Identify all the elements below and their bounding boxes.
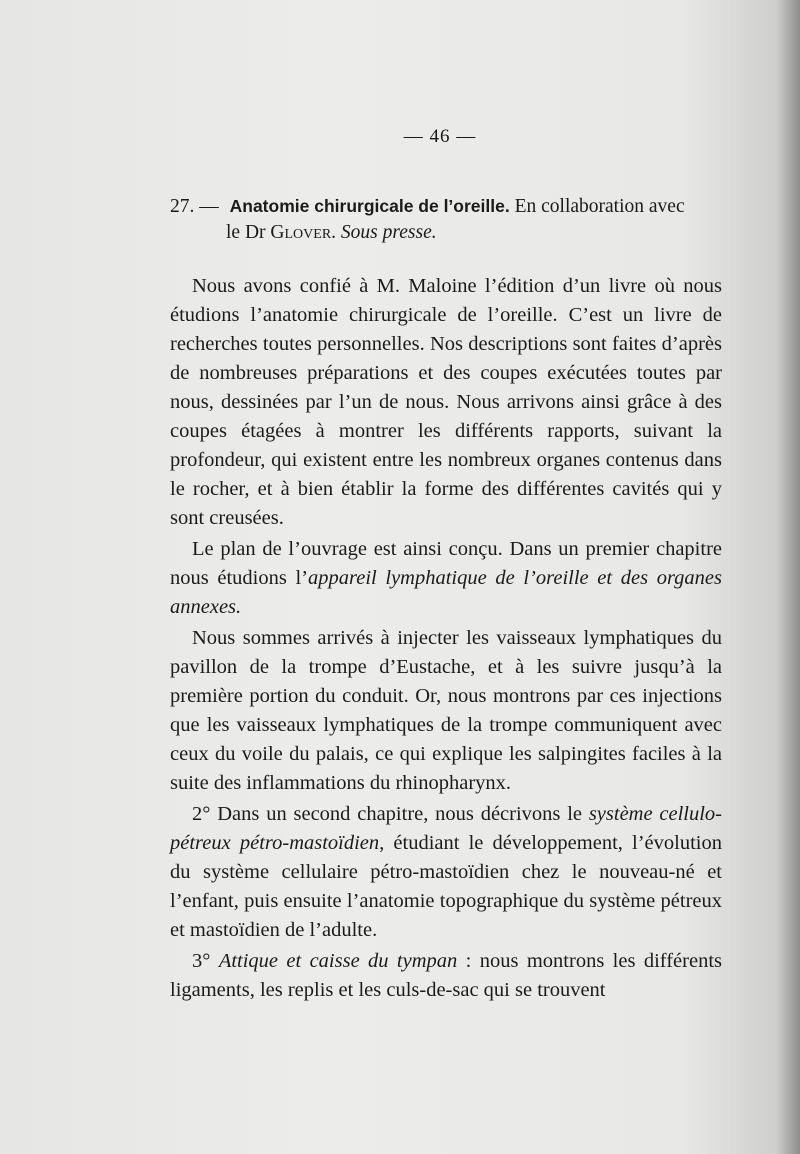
paragraph-chapter-2-after: étudiant le développement, l’évolution du système cellulaire pétro-mastoïdien chez le nouveau-né et l’enfant, puis ensuite l’anatomie topographique du système pétreux et mastoïdien de l’adulte. (170, 832, 722, 941)
page-number: — 46 — (403, 126, 477, 147)
entry-collaboration: En collaboration avec (514, 196, 685, 217)
paragraph-plan-italic: appareil lymphatique de l’oreille et des organes annexes. (170, 567, 722, 618)
entry-number: 27. — (170, 196, 219, 217)
paragraph-chapter-2 (170, 800, 722, 945)
publication-status: Sous presse. (340, 222, 437, 243)
paragraph-plan-text: Le plan de l’ouvrage est ainsi conçu. Dans un premier chapitre nous étudions l’ (170, 538, 722, 589)
paragraph-intro: Nous avons confié à M. Maloine l’édition d’un livre où nous étudions l’anatomie chirurgicale de l’oreille. C’est un livre de recherches toutes personnelles. Nos descriptions sont faites d’après de nombreuses préparations et des coupes exécutées toutes par nous, dessinées par l’un de nous. Nous arrivons ainsi grâce à des coupes étagées à montrer les différents rapports, suivant la profondeur, qui existent entre les nombreux organes contenus dans le rocher, et à bien établir la forme des différentes cavités qui y sont creusées. (170, 275, 722, 529)
paragraph-chapter-2-italic: système cellulo-pétreux pétro-mastoïdien, (170, 803, 722, 854)
paragraph-chapter-2-text: 2° Dans un second chapitre, nous décrivons le (192, 803, 589, 825)
paragraph-plan (170, 535, 722, 622)
author-prefix: le Dr (226, 222, 266, 243)
paragraph-chapter-3-after: : nous montrons les différents ligaments, les replis et les culs-de-sac qui se trouvent (170, 950, 722, 1001)
bibliography-entry (170, 193, 722, 246)
paragraph-chapter-3-text: 3° (192, 950, 219, 972)
entry-title: Anatomie chirurgicale de l’oreille. (229, 196, 510, 216)
paragraph-lymphatics: Nous sommes arrivés à injecter les vaisseaux lymphatiques du pavillon de la trompe d’Eustache, et à les suivre jusqu’à la première portion du conduit. Or, nous montrons par ces injections que les vaisseaux lymphatiques de la trompe communiquent avec ceux du voile du palais, ce qui explique les salpingites faciles à la suite des inflammations du rhinopharynx. (170, 627, 722, 794)
author-name: Glover. (270, 222, 337, 243)
body-text (170, 272, 722, 1007)
paragraph-chapter-3-italic: Attique et caisse du tympan (218, 950, 458, 972)
entry-author-line (170, 220, 722, 246)
paragraph-chapter-3 (170, 947, 722, 1005)
